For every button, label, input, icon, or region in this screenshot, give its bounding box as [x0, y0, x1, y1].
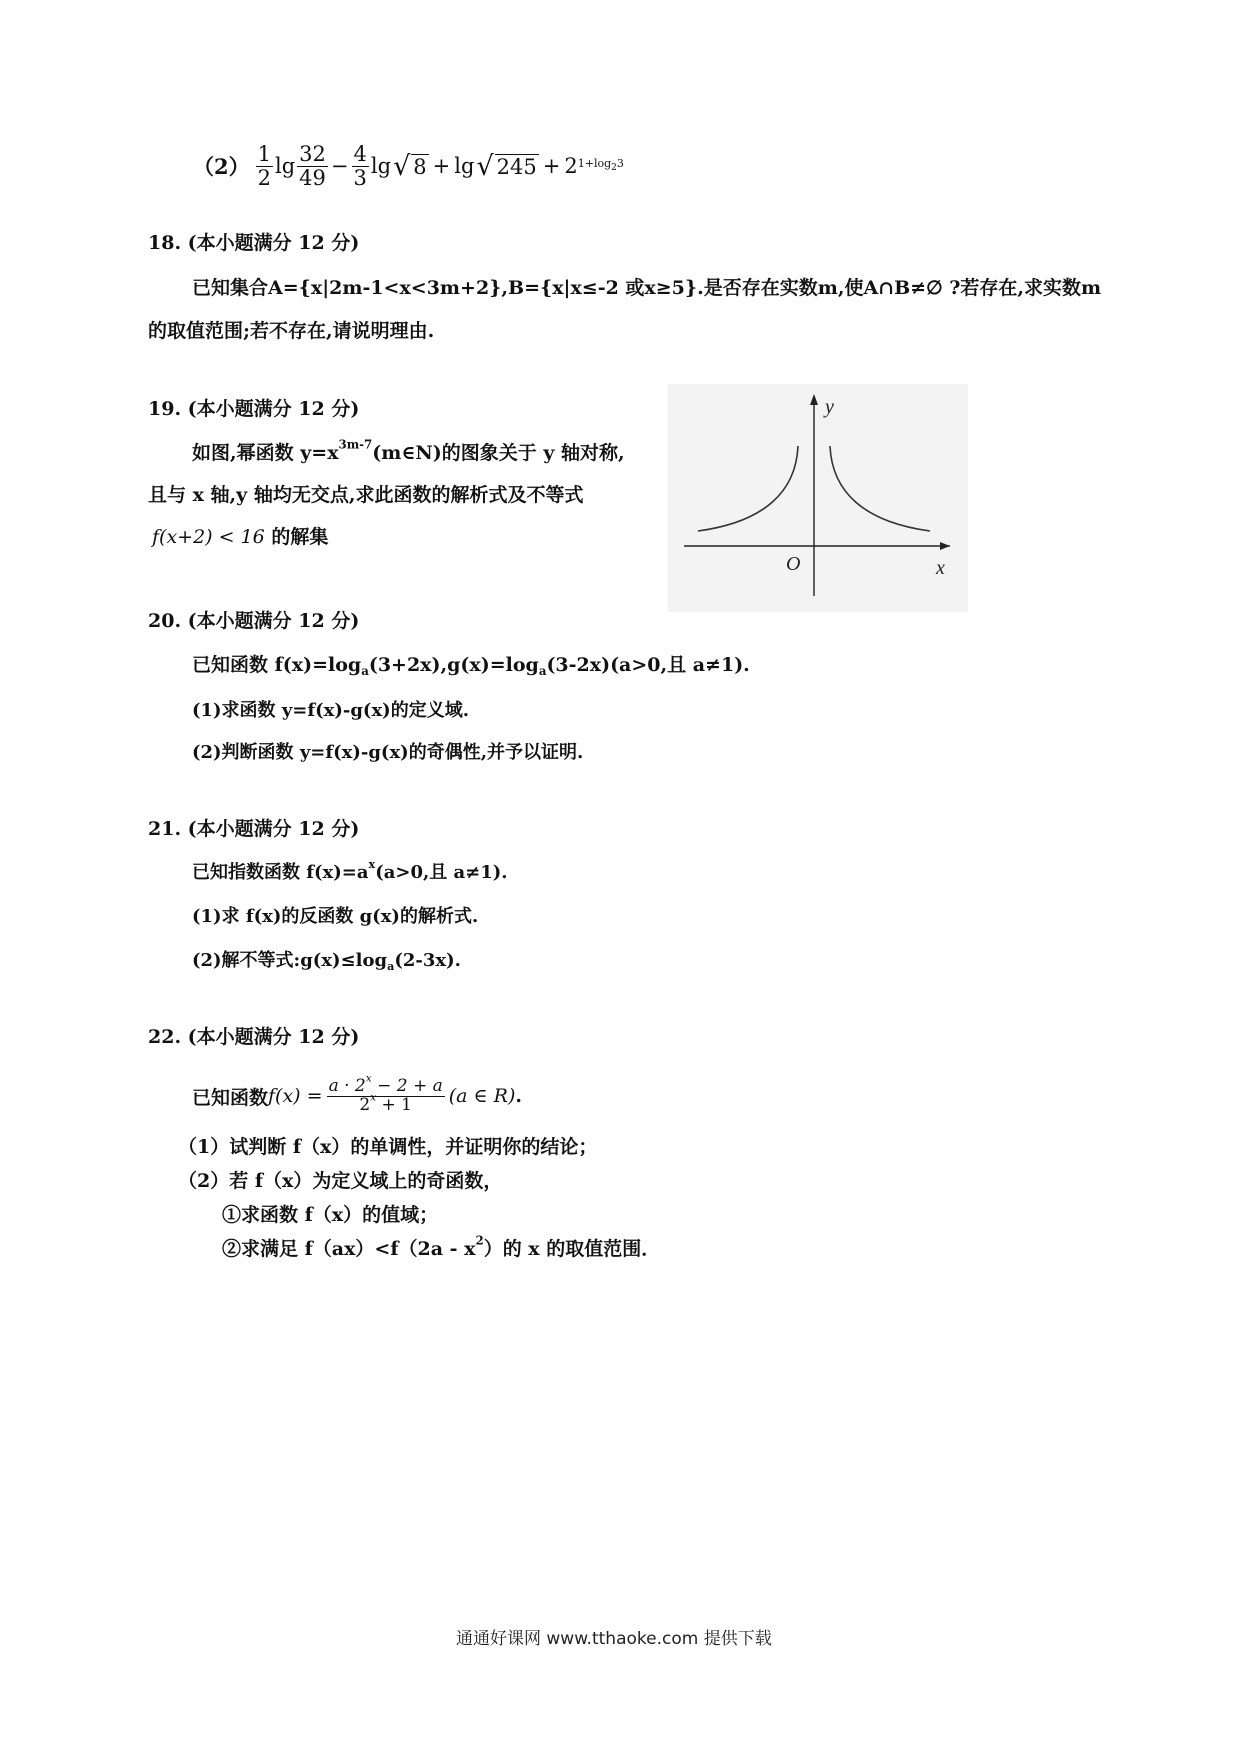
fraction-four-thirds: $\frac{4}{3}$ — [353, 142, 367, 190]
q19-text-line2: 且与 x 轴,y 轴均无交点,求此函数的解析式及不等式 — [148, 484, 584, 506]
q19-header: 19. (本小题满分 12 分) — [148, 398, 360, 420]
y-axis-label: y — [825, 396, 834, 418]
q22-header: 22. (本小题满分 12 分) — [148, 1026, 360, 1048]
fraction-half: $\frac{1}{2}$ — [257, 142, 271, 190]
graph-background — [668, 384, 968, 612]
q22-part1: （1）试判断 f（x）的单调性，并证明你的结论； — [178, 1136, 598, 1158]
x-axis-label: x — [936, 557, 945, 579]
q22-part2: （2）若 f（x）为定义域上的奇函数， — [178, 1170, 503, 1192]
q18-text-line2: 的取值范围;若不存在,请说明理由. — [148, 320, 435, 342]
page-footer: 通通好课网 www.tthaoke.com 提供下载 — [456, 1629, 772, 1649]
radical-sign: √ — [476, 150, 494, 182]
q22-part2-sub2: ②求满足 $f(ax)<f(2a - x^2)$的 x 的取值范围． — [222, 1233, 661, 1260]
q20-part2: (2)判断函数 y=f(x)-g(x)的奇偶性,并予以证明. — [192, 742, 584, 763]
q21-header: 21. (本小题满分 12 分) — [148, 818, 360, 840]
q21-text-line1: 已知指数函数 $f(x)=a^x(a>0$,且 a≠1). — [192, 857, 508, 883]
q22-part2-sub1: ①求函数 f（x）的值域； — [222, 1204, 439, 1226]
q21-part1: (1)求 f(x)的反函数 g(x)的解析式. — [192, 906, 479, 927]
radical-sign: √ — [393, 150, 411, 182]
fraction-32-49: $\frac{32}{49}$ — [299, 142, 326, 190]
q19-text-line3: f(x+2) < 16 的解集 — [152, 526, 329, 548]
q18-text-line1: 已知集合A={x|2m-1<x<3m+2},B={x|x≤-2 或x≥5}.是否存在实数m,使A∩B≠∅ ?若存在,求实数m — [192, 277, 1102, 299]
origin-label: O — [786, 553, 801, 575]
q22-function-definition: 已知函数 f(x) = $\frac{a \cdot 2^x - 2 + a}{2^x + 1}$ (a ∈ R) . — [192, 1072, 522, 1115]
q22-fraction: $\frac{a \cdot 2^x - 2 + a}{2^x + 1}$ — [328, 1072, 443, 1115]
q17-part2-expression: （2） $\frac{1}{2}$ lg $\frac{32}{49}$ − $\frac{4}{3}$ lg √ 8 + lg √ 245 + 2 $1+\log_23$ — [193, 142, 624, 190]
q18-header: 18. (本小题满分 12 分) — [148, 232, 360, 254]
q21-part2: (2)解不等式$:g(x)\le\log_a(2-3x)$. — [192, 950, 461, 973]
q20-text-line1: 已知函数 $f(x)=\log_a(3+2x),g(x)=\log_a(3-2x)(a>0$,且 a≠1). — [192, 654, 750, 679]
q20-part1: (1)求函数 y=f(x)-g(x)的定义域. — [192, 700, 469, 721]
q19-text-line1: 如图,幂函数 $y=x^{3m-7}(m\in N)$的图象关于 y 轴对称, — [192, 437, 625, 464]
power-function-graph — [668, 384, 968, 612]
q20-header: 20. (本小题满分 12 分) — [148, 610, 360, 632]
